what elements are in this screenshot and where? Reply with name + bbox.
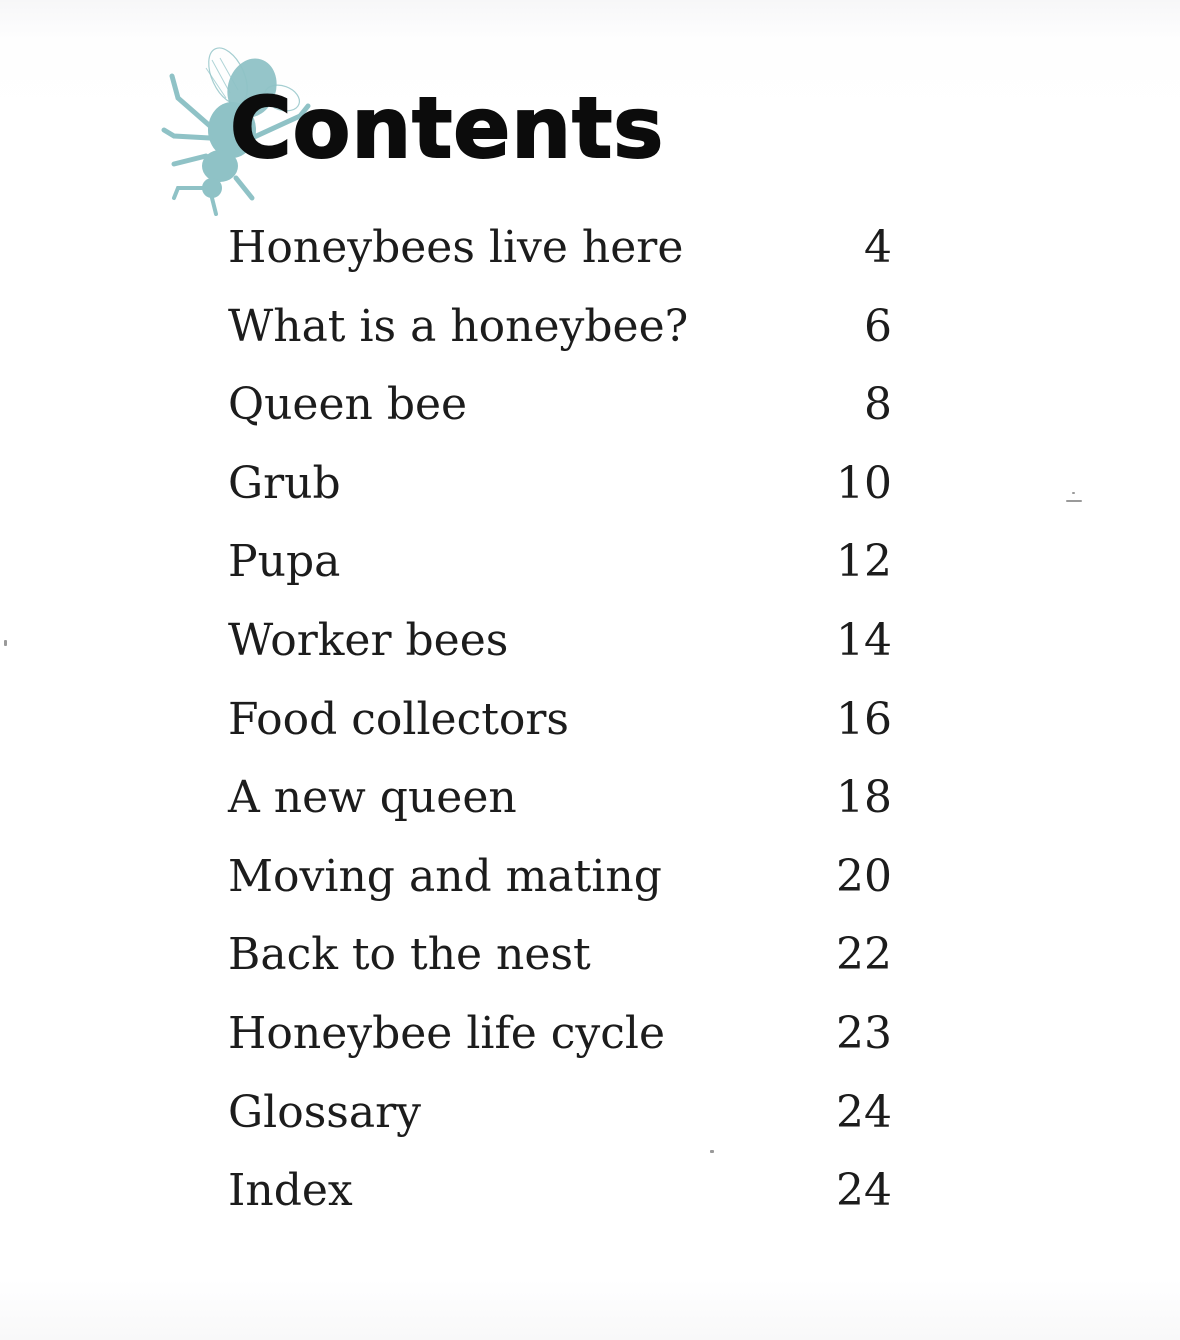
- toc-entry: [228, 1002, 892, 1081]
- toc-entry-title: Food collectors: [228, 693, 569, 745]
- toc-entry-page: 6: [864, 300, 892, 352]
- toc-entry-page: 10: [836, 457, 892, 509]
- toc-entry-title: Index: [228, 1165, 353, 1217]
- toc-entry-page: 24: [836, 1086, 892, 1138]
- toc-entry: [228, 609, 892, 688]
- toc-entry-page: 12: [836, 536, 892, 588]
- toc-entry: [228, 1081, 892, 1160]
- paper-speck: [1066, 500, 1082, 502]
- toc-entry-page: 8: [864, 379, 892, 431]
- page-title: Contents: [230, 79, 665, 177]
- toc-entry-title: Grub: [228, 457, 341, 509]
- toc-entry: [228, 530, 892, 609]
- table-of-contents: [228, 216, 892, 1238]
- toc-entry-page: 24: [836, 1165, 892, 1217]
- toc-entry: [228, 295, 892, 374]
- toc-entry-page: 18: [836, 772, 892, 824]
- toc-entry-title: Queen bee: [228, 379, 468, 431]
- toc-entry-title: Worker bees: [228, 614, 509, 666]
- toc-entry: [228, 216, 892, 295]
- toc-entry-title: Glossary: [228, 1086, 421, 1138]
- toc-entry-title: Honeybee life cycle: [228, 1007, 666, 1059]
- toc-entry: [228, 766, 892, 845]
- toc-entry-page: 16: [836, 693, 892, 745]
- toc-entry-title: Back to the nest: [228, 929, 591, 981]
- toc-entry-title: Honeybees live here: [228, 222, 684, 273]
- toc-entry-page: 4: [864, 222, 892, 273]
- paper-speck: [710, 1150, 714, 1153]
- toc-entry: [228, 373, 892, 452]
- toc-entry-page: 20: [836, 850, 892, 902]
- toc-entry-page: 23: [836, 1007, 892, 1059]
- paper-speck: [1072, 492, 1075, 494]
- toc-entry-title: What is a honeybee?: [228, 300, 689, 352]
- toc-entry: [228, 1159, 892, 1238]
- toc-entry-page: 22: [836, 929, 892, 981]
- toc-entry-title: Moving and mating: [228, 850, 662, 902]
- toc-entry-title: A new queen: [228, 772, 517, 824]
- toc-entry: [228, 845, 892, 924]
- paper-speck: [4, 640, 7, 646]
- toc-entry: [228, 688, 892, 767]
- toc-entry-page: 14: [836, 614, 892, 666]
- toc-entry: [228, 452, 892, 531]
- toc-entry-title: Pupa: [228, 536, 341, 588]
- toc-entry: [228, 923, 892, 1002]
